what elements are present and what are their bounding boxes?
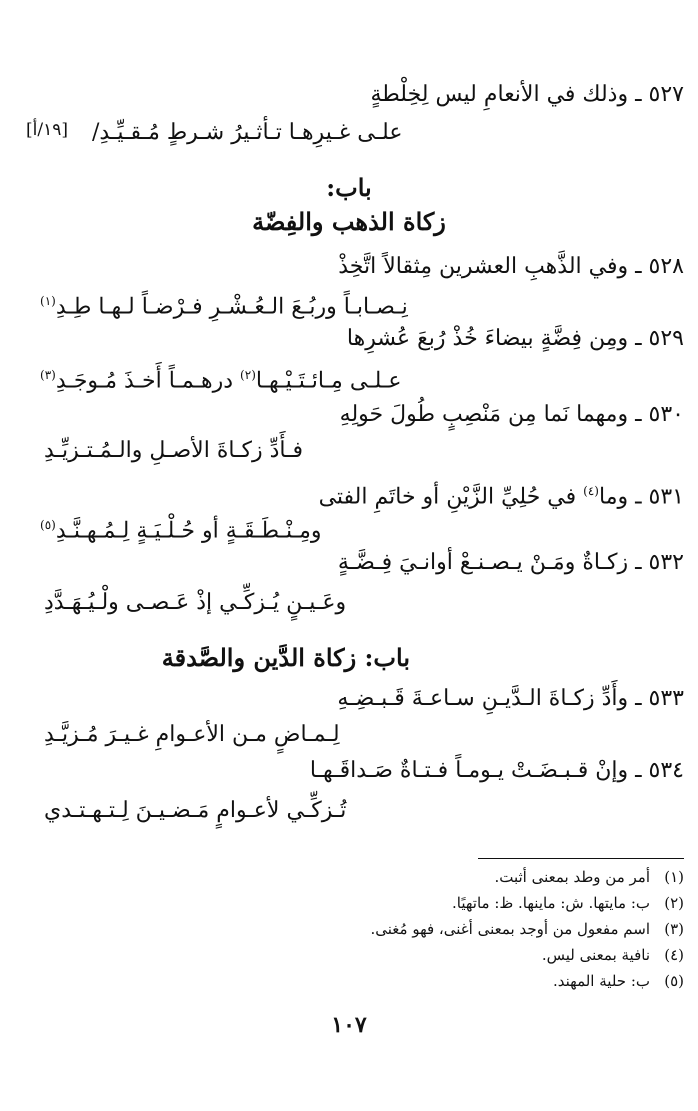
footnote-text: نافية بمعنى ليس. xyxy=(541,946,650,964)
verse-528-second xyxy=(40,286,408,322)
section-title: زكاة الذهب والفِضّة xyxy=(252,207,446,236)
verse-number: ٥٢٩ xyxy=(648,326,684,351)
verse-hemistich: وذلك في الأنعامِ ليس لِخِلْطةٍ xyxy=(370,82,629,107)
verse-533-second: لِـمـاضٍ مـن الأعـوامِ غـيـرَ مُـزيَّـدِ xyxy=(44,722,340,747)
footnote-marker: (٤) xyxy=(583,484,599,498)
footnote-marker: (٣) xyxy=(40,368,56,382)
footnote-number: (٤) xyxy=(664,946,684,964)
verse-hemistich: زكـاةٌ ومَـنْ يـصـنـعْ أوانـيَ فِـضَّـةٍ xyxy=(337,550,629,575)
verse-number: ٥٣١ xyxy=(648,484,684,510)
footnote-text: أمر من وطد بمعنى أثبت. xyxy=(494,868,650,886)
footnote-3 xyxy=(370,918,684,940)
section-title: باب: زكاة الدَّين والصَّدقة xyxy=(161,643,410,672)
verse-hemistich: وفي الذَّهبِ العشرين مِثقالاً اتَّخِذْ xyxy=(338,254,629,279)
verse-hemistich: وما xyxy=(598,484,629,510)
section-label: باب: xyxy=(326,173,372,202)
verse-hemistich: في حُلِيِّ الزَّيْنِ أو خاتَمِ الفتى xyxy=(318,484,577,510)
footnote-5 xyxy=(553,970,684,992)
verse-number: ٥٣٣ xyxy=(648,686,684,711)
verse-527-second: علـى غـيرِهـا تـأثـيرُ شـرطٍ مُـقـيِّـدِ/ xyxy=(92,120,403,145)
verse-530-first: ٥٣٠ ـ ومهما نَما مِن مَنْصِبٍ طُولَ حَولِهِ xyxy=(339,402,684,427)
manuscript-ref: [١٩/أ] xyxy=(26,120,68,140)
verse-hemistich: ومِـنْـطَـقَـةٍ أو حُـلْـيَـةٍ لِـمُـهـنَّـدِ xyxy=(55,518,322,544)
verse-hemistich: درهـمـاً أَخـذَ مُـوجَـدِ xyxy=(55,368,234,394)
footnote-text: اسم مفعول من أوجد بمعنى أغنى، فهو مُغنى. xyxy=(370,920,650,938)
verse-hemistich: ومِن فِضَّةٍ بيضاءَ خُذْ رُبعَ عُشرِها xyxy=(346,326,629,351)
verse-number: ٥٣٠ xyxy=(648,402,684,427)
footnote-number: (٢) xyxy=(664,894,684,912)
footnote-text: ب: حلية المهند. xyxy=(552,972,650,990)
verse-number: ٥٣٢ xyxy=(648,550,684,575)
verse-533-first: ٥٣٣ ـ وأَدِّ زكـاةَ الـدَّيـنِ سـاعـةَ قَـبـضِـهِ xyxy=(337,686,684,711)
footnote-number: (١) xyxy=(664,868,684,886)
verse-530-second: فـأَدِّ زكـاةَ الأصـلِ والـمُـتـزيِّـدِ xyxy=(44,438,304,463)
verse-529-second xyxy=(40,360,401,396)
footnote-2 xyxy=(452,892,684,914)
page-number: ١٠٧ xyxy=(331,1012,367,1038)
verse-number: ٥٣٤ xyxy=(648,758,684,783)
footnote-marker: (٥) xyxy=(40,518,56,532)
verse-531-second xyxy=(40,510,322,546)
verse-534-first: ٥٣٤ ـ وإنْ قـبـضَـتْ يـومـاً فـتـاةٌ صَـداقَـهـا xyxy=(309,758,684,783)
verse-hemistich: ومهما نَما مِن مَنْصِبٍ طُولَ حَولِهِ xyxy=(339,402,629,427)
verse-532-first: ٥٣٢ ـ زكـاةٌ ومَـنْ يـصـنـعْ أوانـيَ فِـضَّـةٍ xyxy=(337,550,684,575)
verse-531-first: ٥٣١ ـ وما$^{(٤)}$ في حُلِيِّ الزَّيْنِ أو خاتَمِ الفتى xyxy=(318,484,684,510)
verse-hemistich: نِـصـابـاً وربُـعَ الـعُـشْـرِ فـرْضـاً لـهـا طِـدِ xyxy=(55,294,408,320)
footnote-divider xyxy=(478,858,684,859)
footnote-4 xyxy=(542,944,684,966)
footnote-number: (٥) xyxy=(664,972,684,990)
verse-534-second: تُـزكِّـي لأعـوامٍ مَـضـيـنَ لِـتـهـتـدي xyxy=(44,798,347,823)
footnote-number: (٣) xyxy=(664,920,684,938)
verse-number: ٥٢٧ xyxy=(648,82,684,107)
verse-529-first: ٥٢٩ ـ ومِن فِضَّةٍ بيضاءَ خُذْ رُبعَ عُشرِها xyxy=(346,326,684,351)
verse-527-first: ٥٢٧ ـ وذلك في الأنعامِ ليس لِخِلْطةٍ xyxy=(370,82,684,107)
verse-hemistich: وإنْ قـبـضَـتْ يـومـاً فـتـاةٌ صَـداقَـهـا xyxy=(309,758,629,783)
verse-532-second: وعَـيـنٍ يُـزكِّـي إذْ عَـصـى ولْـيُـهَـدَّدِ xyxy=(44,590,347,615)
footnote-marker: (١) xyxy=(40,294,56,308)
verse-hemistich: عـلـى مِـائـتَـيْـهـا xyxy=(255,368,402,394)
footnote-marker: (٢) xyxy=(240,368,256,382)
verse-hemistich: وأَدِّ زكـاةَ الـدَّيـنِ سـاعـةَ قَـبـضِـهِ xyxy=(337,686,629,711)
verse-528-first: ٥٢٨ ـ وفي الذَّهبِ العشرين مِثقالاً اتَّخِذْ xyxy=(338,254,684,279)
footnote-text: ب: مايتها. ش: ماينها. ظ: ماتهيًا. xyxy=(452,894,650,912)
footnote-1 xyxy=(494,866,684,888)
verse-number: ٥٢٨ xyxy=(648,254,684,279)
